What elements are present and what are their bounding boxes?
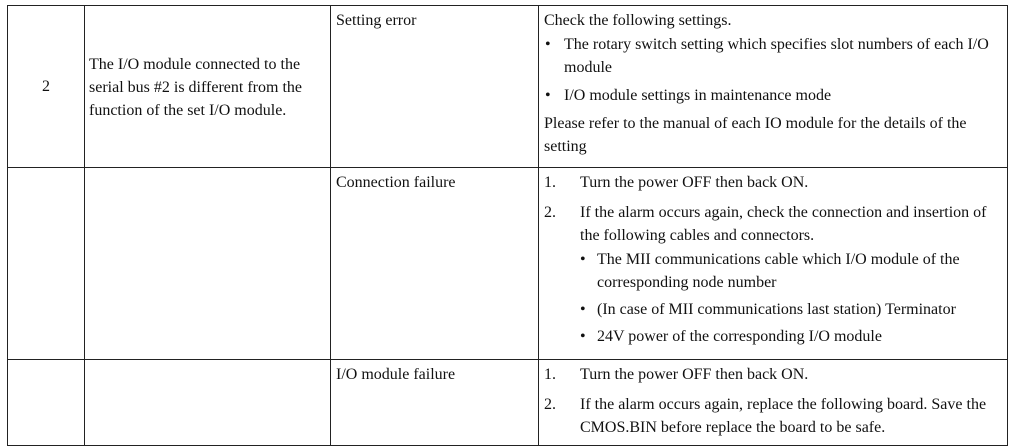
- table-row: [8, 360, 1008, 446]
- list-item: [544, 393, 1003, 439]
- cause-text: Connection failure: [336, 174, 456, 191]
- alarm-number: [8, 168, 85, 360]
- remedy-bullet: 24V power of the corresponding I/O module: [597, 328, 882, 345]
- list-item: [544, 363, 1003, 386]
- step-number: 1.: [544, 174, 556, 191]
- cause-text: Setting error: [336, 12, 417, 29]
- remedy-outro: Please refer to the manual of each IO module for the details of the setting: [544, 115, 967, 155]
- alarm-number: 2: [8, 6, 85, 168]
- alarm-description: [85, 168, 331, 360]
- alarm-table: [7, 5, 1008, 446]
- table-row: [8, 168, 1008, 360]
- remedy-bullet: The rotary switch setting which specifies slot numbers of each I/O module: [564, 36, 989, 76]
- cause-cell: [331, 168, 539, 360]
- remedy-cell: [539, 360, 1008, 446]
- list-item: [580, 325, 1003, 348]
- list-item: [544, 171, 1003, 194]
- remedy-cell: [539, 168, 1008, 360]
- remedy-bullet: The MII communications cable which I/O module of the corresponding node number: [597, 251, 960, 291]
- step-text: If the alarm occurs again, check the connection and insertion of the following cables and connectors.: [580, 204, 987, 244]
- bullet-icon: •: [545, 87, 551, 104]
- list-item: [580, 298, 1003, 321]
- list-item: [544, 201, 1003, 247]
- remedy-cell: [539, 6, 1008, 168]
- alarm-description: [85, 360, 331, 446]
- step-text: Turn the power OFF then back ON.: [580, 174, 809, 191]
- cause-cell: [331, 6, 539, 168]
- alarm-number: [8, 360, 85, 446]
- list-item: [544, 84, 1003, 107]
- step-text: Turn the power OFF then back ON.: [580, 366, 809, 383]
- bullet-icon: •: [545, 36, 551, 53]
- cause-text: I/O module failure: [336, 366, 456, 383]
- remedy-bullet: (In case of MII communications last station) Terminator: [597, 301, 956, 318]
- list-item: [580, 248, 1003, 294]
- step-number: 1.: [544, 366, 556, 383]
- step-number: 2.: [544, 204, 556, 221]
- step-text: If the alarm occurs again, replace the following board. Save the CMOS.BIN before replace the board to be safe.: [580, 396, 987, 436]
- table-row: [8, 6, 1008, 168]
- bullet-icon: •: [580, 301, 586, 318]
- alarm-description: The I/O module connected to the serial bus #2 is different from the function of the set I/O module.: [85, 6, 331, 168]
- list-item: [544, 33, 1003, 79]
- step-number: 2.: [544, 396, 556, 413]
- cause-cell: [331, 360, 539, 446]
- remedy-bullet: I/O module settings in maintenance mode: [564, 87, 832, 104]
- bullet-icon: •: [580, 251, 586, 268]
- remedy-intro: Check the following settings.: [544, 12, 732, 29]
- bullet-icon: •: [580, 328, 586, 345]
